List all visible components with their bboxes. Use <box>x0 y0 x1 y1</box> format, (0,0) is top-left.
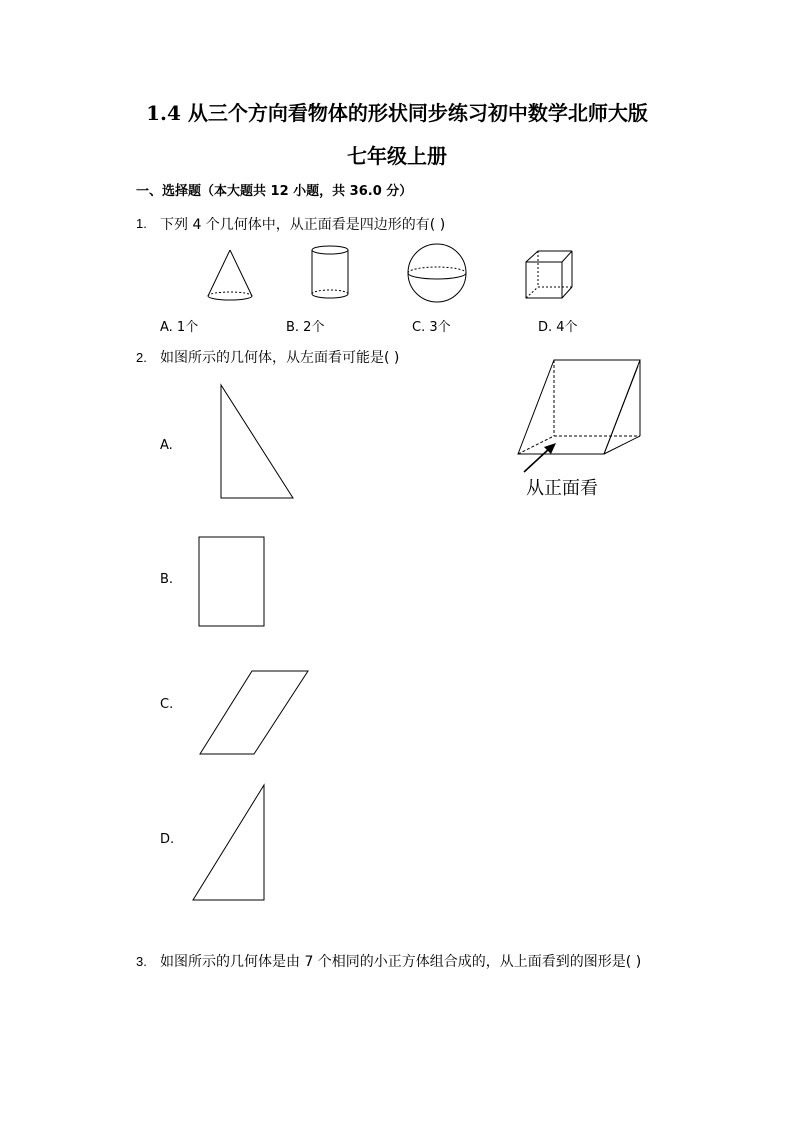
question-3-number: 3. <box>136 954 147 969</box>
right-triangle-option-d <box>190 782 270 904</box>
question-1-option-c: C. 3个 <box>412 320 451 335</box>
question-2-option-d-label: D. <box>160 832 175 847</box>
cone-icon <box>200 248 270 304</box>
question-1-number: 1. <box>136 216 147 231</box>
question-1-text: 下列 4 个几何体中，从正面看是四边形的有( ) <box>160 217 446 233</box>
right-triangle-option-a <box>218 382 298 502</box>
cube-icon <box>522 248 576 304</box>
page-title-line2: 七年级上册 <box>347 144 447 168</box>
view-direction-arrow-icon <box>520 440 560 476</box>
question-1-option-d: D. 4个 <box>538 320 578 335</box>
question-2-number: 2. <box>136 350 147 365</box>
question-3-text: 如图所示的几何体是由 7 个相同的小正方体组合成的，从上面看到的图形是( ) <box>160 954 642 970</box>
question-1-option-b: B. 2个 <box>286 320 325 335</box>
page-title-line1: 1.4 从三个方向看物体的形状同步练习初中数学北师大版 <box>146 101 648 125</box>
question-1-option-a: A. 1个 <box>160 320 199 335</box>
section-heading: 一、选择题（本大题共 12 小题，共 36.0 分） <box>136 184 413 199</box>
sphere-icon <box>402 242 472 304</box>
figure-caption: 从正面看 <box>526 478 598 499</box>
question-2-option-c-label: C. <box>160 697 174 712</box>
parallelogram-option-c <box>196 668 312 758</box>
cylinder-icon <box>306 244 356 302</box>
question-2-option-b-label: B. <box>160 572 174 587</box>
question-2-text: 如图所示的几何体，从左面看可能是( ) <box>160 350 400 366</box>
question-2-option-a-label: A. <box>160 438 173 453</box>
rectangle-option-b <box>196 534 268 630</box>
